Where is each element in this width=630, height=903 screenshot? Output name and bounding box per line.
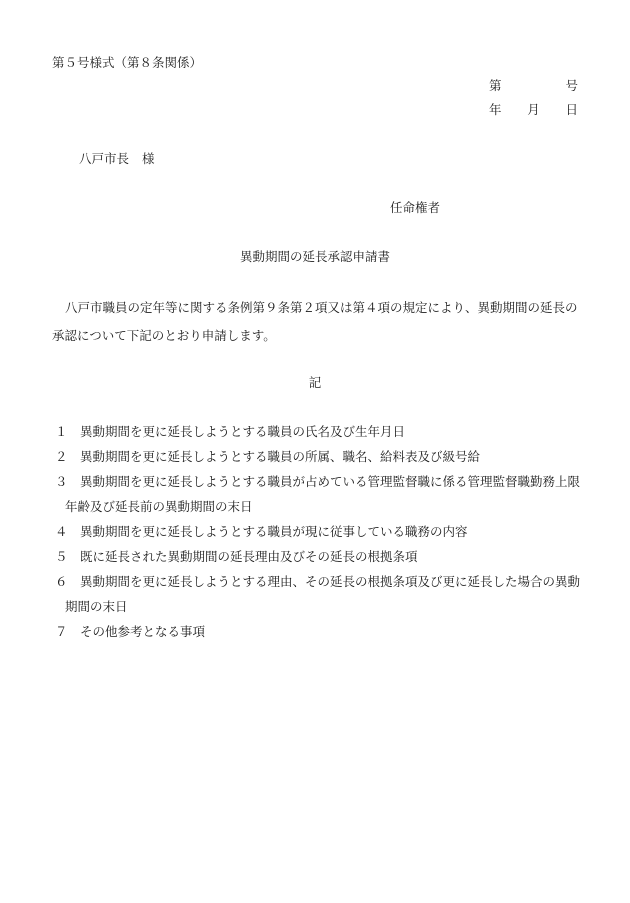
item-text: 異動期間を更に延長しようとする職員の氏名及び生年月日 xyxy=(80,424,406,439)
item-list xyxy=(52,419,582,644)
item-text-continuation: 期間の末日 xyxy=(65,599,128,614)
item-number: ６ xyxy=(55,574,68,589)
item-number: １ xyxy=(55,424,68,439)
body-paragraph: 八戸市職員の定年等に関する条例第９条第２項又は第４項の規定により、異動期間の延長の承認について下記のとおり申請します。 xyxy=(52,300,578,343)
list-item xyxy=(52,444,582,469)
document-number-suffix: 号 xyxy=(565,78,578,93)
item-number: ４ xyxy=(55,524,68,539)
ki-heading: 記 xyxy=(308,375,322,390)
item-text: その他参考となる事項 xyxy=(80,624,206,639)
document-date-line xyxy=(489,104,578,117)
item-text: 既に延長された異動期間の延長理由及びその延長の根拠条項 xyxy=(80,549,418,564)
addressee xyxy=(79,153,155,166)
list-item xyxy=(52,519,582,544)
document-number-prefix: 第 xyxy=(489,78,502,93)
item-text: 異動期間を更に延長しようとする職員が占めている管理監督職に係る管理監督職勤務上限 xyxy=(80,474,581,489)
item-text: 異動期間を更に延長しようとする職員の所属、職名、給料表及び級号給 xyxy=(80,449,481,464)
date-day-label: 日 xyxy=(565,102,578,117)
date-year-label: 年 xyxy=(489,102,502,117)
document-number-line xyxy=(489,80,578,93)
item-number: ７ xyxy=(55,624,68,639)
appointing-authority: 任命権者 xyxy=(390,200,441,215)
list-item xyxy=(52,569,582,619)
list-item xyxy=(52,544,582,569)
list-item xyxy=(52,469,582,519)
item-number: ５ xyxy=(55,549,68,564)
list-item xyxy=(52,419,582,444)
addressee-name: 八戸市長 xyxy=(79,151,130,166)
item-number: ２ xyxy=(55,449,68,464)
document-title: 異動期間の延長承認申請書 xyxy=(239,249,390,264)
date-month-label: 月 xyxy=(527,102,540,117)
form-number-label: 第５号様式（第８条関係） xyxy=(52,55,203,70)
addressee-honorific: 様 xyxy=(142,151,155,166)
item-text-continuation: 年齢及び延長前の異動期間の末日 xyxy=(65,499,253,514)
item-text: 異動期間を更に延長しようとする理由、その延長の根拠条項及び更に延長した場合の異動 xyxy=(80,574,581,589)
list-item xyxy=(52,619,582,644)
item-number: ３ xyxy=(55,474,68,489)
item-text: 異動期間を更に延長しようとする職員が現に従事している職務の内容 xyxy=(80,524,468,539)
